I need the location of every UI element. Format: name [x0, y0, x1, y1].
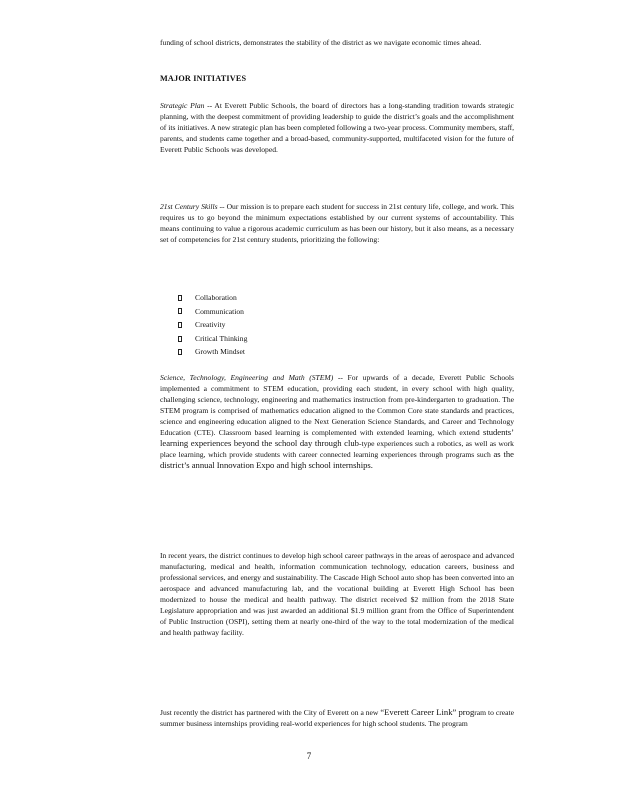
career-link-text: Just recently the district has partnered with the City of Everett on a new	[160, 708, 381, 717]
career-link-text-2: ram to create summer business internships providing real-world experiences for high school students. The program	[160, 708, 514, 728]
stem-lead: Science, Technology, Engineering and Math (STEM)	[160, 373, 334, 382]
skills-list	[178, 291, 247, 359]
list-item: Critical Thinking	[178, 332, 247, 346]
bullet-box-icon	[178, 349, 182, 355]
list-item: Growth Mindset	[178, 345, 247, 359]
list-item: Communication	[178, 305, 247, 319]
career-pathways-paragraph	[160, 550, 514, 638]
page-number: 7	[306, 751, 312, 761]
strategic-plan-paragraph	[160, 100, 514, 155]
stem-paragraph	[160, 372, 514, 471]
century-skills-paragraph	[160, 201, 514, 245]
stem-text-large: students’ learning experiences beyond the school day through club	[160, 427, 514, 448]
stem-text-large-2: as the district’s annual Innovation Expo and high school internships.	[160, 449, 514, 470]
section-heading: MAJOR INITIATIVES	[160, 74, 247, 83]
century-skills-lead: 21st Century Skills	[160, 202, 218, 211]
career-link-paragraph	[160, 707, 514, 729]
strategic-plan-text: -- At Everett Public Schools, the board of directors has a long-standing tradition towards strategic planning, with the deepest commitment of providing leadership to guide the district’s goals and the accomplishment of its initiatives. A new strategic plan has been completed following a two-year process. Community members, staff, parents, and students came together and a broad-based, community-supported, multifaceted vision for the future of Everett Public Schools was developed.	[160, 101, 514, 154]
intro-paragraph	[160, 37, 514, 48]
bullet-box-icon	[178, 308, 182, 314]
career-pathways-text: In recent years, the district continues to develop high school career pathways in the areas of aerospace and advanced manufacturing, medical and health, information communication technology, education careers, business and professional services, and energy and sustainability. The Cascade High School auto shop has been converted into an aerospace and advanced manufacturing lab, and the vocational building at Everett High School has been modernized to house the medical and health pathway. The district received $2 million from the 2018 State Legislature appropriation and was just awarded an additional $1.9 million grant from the Office of Superintendent of Public Instruction (OSPI), setting them at nearly one-third of the way to the total modernization of the medical and health pathway facility.	[160, 551, 514, 637]
intro-text: funding of school districts, demonstrates the stability of the district as we navigate economic times ahead.	[160, 38, 482, 47]
stem-text: -- For upwards of a decade, Everett Public Schools implemented a commitment to STEM education, providing each student, in every school with high quality, challenging science, technology, engineering and mathematics instruction from pre-kindergarten to graduation. The STEM program is comprised of mathematics education aligned to the Common Core state standards and practices, science and engineering education aligned to the Next Generation Science Standards, and Career and Technology Education (CTE). Classroom based learning is complemented with extended learning, which extend	[160, 373, 514, 437]
bullet-box-icon	[178, 322, 182, 328]
bullet-box-icon	[178, 336, 182, 342]
century-skills-text: -- Our mission is to prepare each student for success in 21st century life, college, and work. This requires us to go beyond the minimum expectations established by our current systems of accountability. This means continuing to value a rigorous academic curriculum as has been our history, but it also means, as a necessary set of competencies for 21st century students, prioritizing the following:	[160, 202, 514, 244]
list-item: Creativity	[178, 318, 247, 332]
stem-text-2: -type experiences such a robotics, as well as work place learning, which provide students with career connected learning experiences through programs such	[160, 439, 514, 459]
career-link-text-large: “Everett Career Link” prog	[380, 707, 475, 717]
bullet-box-icon	[178, 295, 182, 301]
strategic-plan-lead: Strategic Plan	[160, 101, 205, 110]
list-item: Collaboration	[178, 291, 247, 305]
